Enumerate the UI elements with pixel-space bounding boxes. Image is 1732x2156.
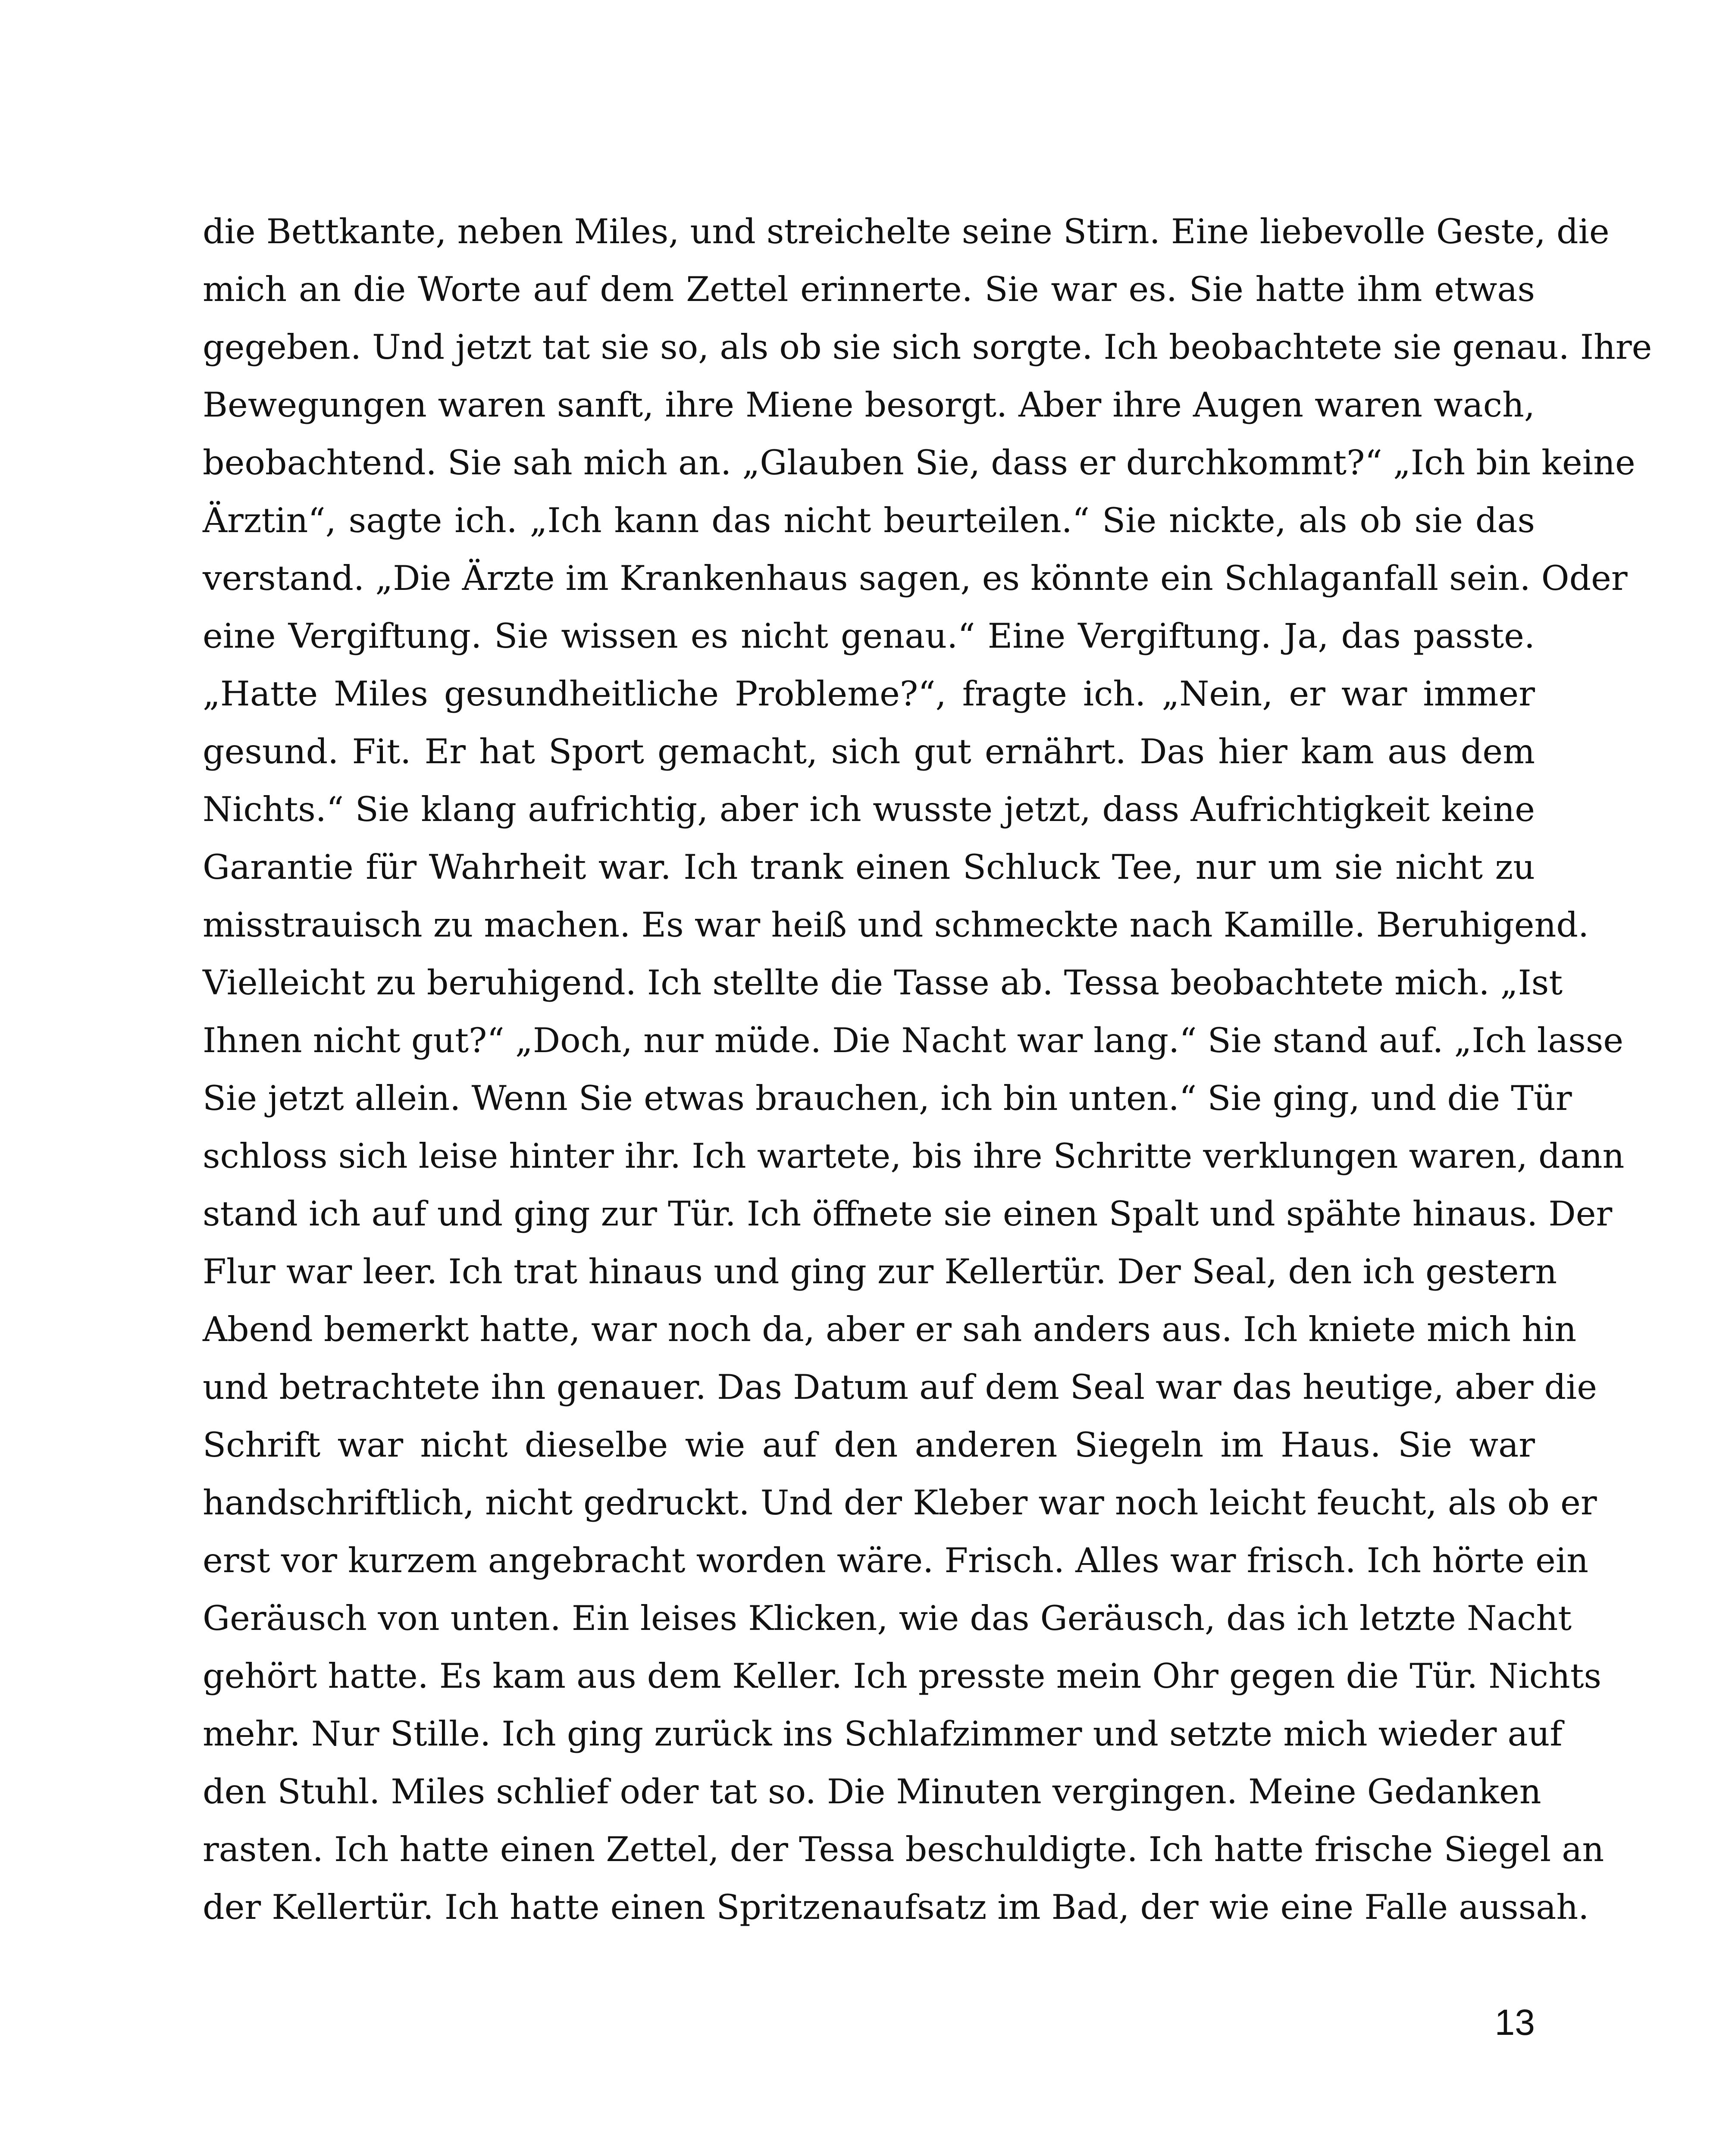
text-line-3: gegeben. Und jetzt tat sie so, als ob sie sich sorgte. Ich beobachtete sie genau. Ihre (203, 327, 1652, 367)
text-line-8: eine Vergiftung. Sie wissen es nicht genau.“ Eine Vergiftung. Ja, das passte. (203, 616, 1535, 656)
text-line-15: Ihnen nicht gut?“ „Doch, nur müde. Die Nacht war lang.“ Sie stand auf. „Ich lasse (203, 1021, 1624, 1060)
text-line-27: mehr. Nur Stille. Ich ging zurück ins Schlafzimmer und setzte mich wieder auf (203, 1714, 1563, 1754)
text-line-20: Abend bemerkt hatte, war noch da, aber er sah anders aus. Ich kniete mich hin (203, 1310, 1577, 1349)
text-line-14: Vielleicht zu beruhigend. Ich stellte die Tasse ab. Tessa beobachtete mich. „Ist (203, 963, 1563, 1003)
text-line-9: „Hatte Miles gesundheitliche Probleme?“, fragte ich. „Nein, er war immer (203, 674, 1535, 714)
text-line-19: Flur war leer. Ich trat hinaus und ging zur Kellertür. Der Seal, den ich gestern (203, 1252, 1557, 1291)
text-line-5: beobachtend. Sie sah mich an. „Glauben Sie, dass er durchkommt?“ „Ich bin keine (203, 443, 1635, 483)
text-line-30: der Kellertür. Ich hatte einen Spritzenaufsatz im Bad, der wie eine Falle aussah. (203, 1887, 1589, 1927)
text-line-29: rasten. Ich hatte einen Zettel, der Tessa beschuldigte. Ich hatte frische Siegel an (203, 1830, 1604, 1869)
text-line-24: erst vor kurzem angebracht worden wäre. Frisch. Alles war frisch. Ich hörte ein (203, 1541, 1588, 1580)
text-line-28: den Stuhl. Miles schlief oder tat so. Die Minuten vergingen. Meine Gedanken (203, 1772, 1541, 1811)
page-number: 13 (1494, 2002, 1535, 2043)
text-line-16: Sie jetzt allein. Wenn Sie etwas brauchen, ich bin unten.“ Sie ging, und die Tür (203, 1078, 1572, 1118)
text-line-7: verstand. „Die Ärzte im Krankenhaus sagen, es könnte ein Schlaganfall sein. Oder (203, 558, 1628, 598)
text-line-22: Schrift war nicht dieselbe wie auf den anderen Siegeln im Haus. Sie war (203, 1425, 1535, 1465)
text-line-13: misstrauisch zu machen. Es war heiß und schmeckte nach Kamille. Beruhigend. (203, 905, 1589, 945)
text-line-26: gehört hatte. Es kam aus dem Keller. Ich presste mein Ohr gegen die Tür. Nichts (203, 1656, 1602, 1696)
text-line-23: handschriftlich, nicht gedruckt. Und der Kleber war noch leicht feucht, als ob er (203, 1483, 1597, 1523)
text-line-21: und betrachtete ihn genauer. Das Datum auf dem Seal war das heutige, aber die (203, 1367, 1597, 1407)
text-line-18: stand ich auf und ging zur Tür. Ich öffnete sie einen Spalt und spähte hinaus. Der (203, 1194, 1613, 1234)
text-line-11: Nichts.“ Sie klang aufrichtig, aber ich wusste jetzt, dass Aufrichtigkeit keine (203, 790, 1535, 829)
text-line-10: gesund. Fit. Er hat Sport gemacht, sich gut ernährt. Das hier kam aus dem (203, 732, 1535, 771)
text-line-4: Bewegungen waren sanft, ihre Miene besorgt. Aber ihre Augen waren wach, (203, 385, 1535, 425)
text-line-1: die Bettkante, neben Miles, und streichelte seine Stirn. Eine liebevolle Geste, die (203, 212, 1610, 251)
text-line-12: Garantie für Wahrheit war. Ich trank einen Schluck Tee, nur um sie nicht zu (203, 847, 1535, 887)
text-line-25: Geräusch von unten. Ein leises Klicken, wie das Geräusch, das ich letzte Nacht (203, 1598, 1572, 1638)
text-line-6: Ärztin“, sagte ich. „Ich kann das nicht beurteilen.“ Sie nickte, als ob sie das (203, 501, 1535, 540)
body-text (203, 203, 1652, 1936)
text-line-17: schloss sich leise hinter ihr. Ich wartete, bis ihre Schritte verklungen waren, dann (203, 1136, 1625, 1176)
text-line-2: mich an die Worte auf dem Zettel erinnerte. Sie war es. Sie hatte ihm etwas (203, 270, 1535, 309)
